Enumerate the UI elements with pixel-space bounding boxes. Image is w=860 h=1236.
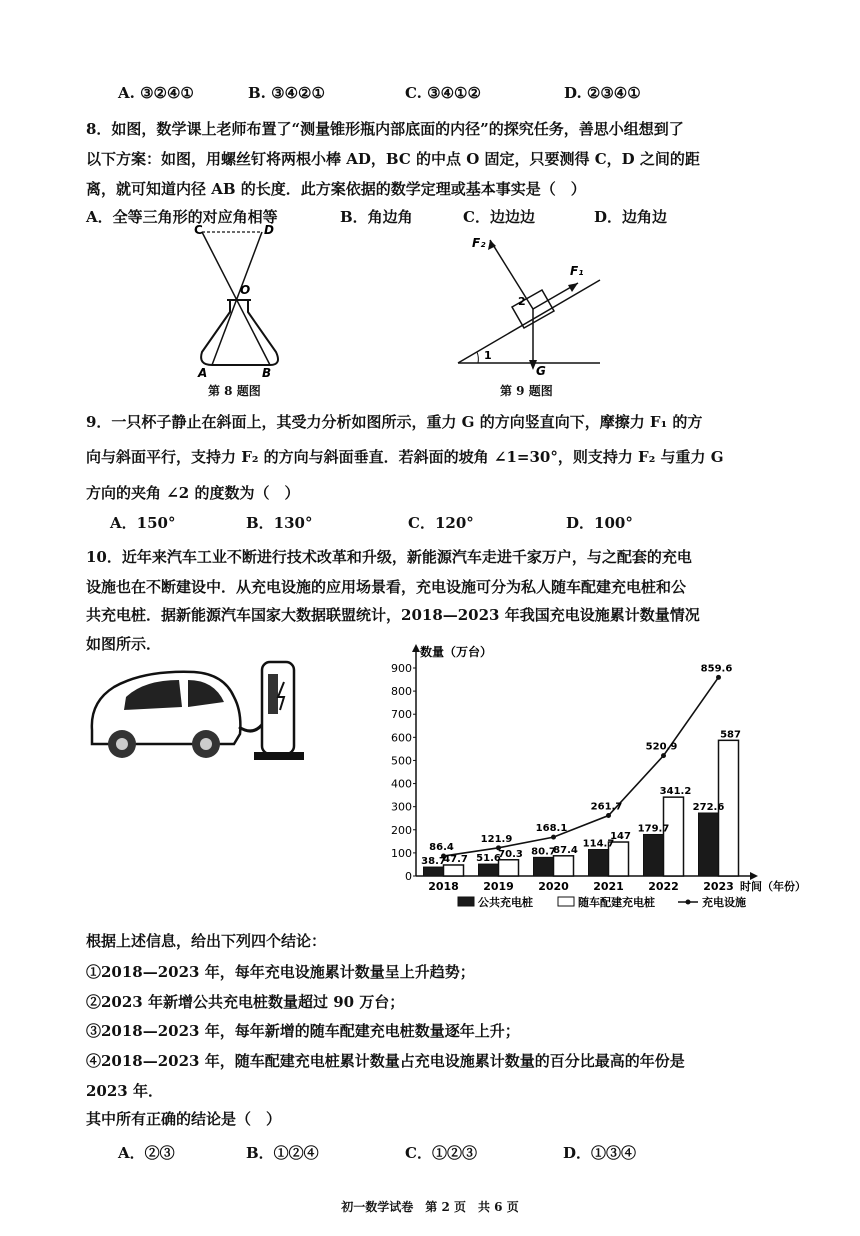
q9-label-f2: F₂ <box>472 236 486 250</box>
y-tick-label: 300 <box>391 800 412 814</box>
q9-option-a: A．150° <box>110 514 176 532</box>
label-public-2023: 272.6 <box>692 801 725 813</box>
q9-text-line2: 向与斜面平行，支持力 F₂ 的方向与斜面垂直．若斜面的坡角 ∠1=30°，则支持力 F₂ 与重力 G <box>86 448 724 466</box>
legend-marker-total <box>686 900 691 905</box>
chart-legend <box>458 895 746 909</box>
bar-private-2019 <box>499 860 519 876</box>
label-public-2019: 51.6 <box>476 853 501 865</box>
legend-label-public: 公共充电桩 <box>478 896 533 909</box>
x-tick-label-2018: 2018 <box>428 880 459 893</box>
q8-option-c: C．边边边 <box>463 208 535 226</box>
y-tick-label: 0 <box>405 870 412 883</box>
q9-text-line1: 9．一只杯子静止在斜面上，其受力分析如图所示，重力 G 的方向竖直向下，摩擦力 F₁ 的方 <box>86 413 703 431</box>
y-tick-label: 500 <box>391 754 412 768</box>
y-tick-label: 600 <box>391 731 412 745</box>
label-private-2018: 47.7 <box>443 853 468 865</box>
x-tick-label-2022: 2022 <box>648 880 679 893</box>
q8-text-line3: 离，就可知道内径 AB 的长度．此方案依据的数学定理或基本事实是（ ） <box>86 180 586 198</box>
y-tick-label: 800 <box>391 685 412 699</box>
x-axis-label: 时间（年份） <box>740 880 806 893</box>
q8-option-a: A．全等三角形的对应角相等 <box>86 208 278 226</box>
x-axis-arrow <box>750 872 758 880</box>
label-total-2018: 86.4 <box>429 842 454 854</box>
bar-public-2018 <box>424 867 444 876</box>
q8-label-d: D <box>264 223 274 237</box>
legend-label-total: 充电设施 <box>702 896 746 909</box>
legend-swatch-private <box>558 897 574 906</box>
q10-conclusion-4a: ④2018—2023 年，随车配建充电桩累计数量占充电设施累计数量的百分比最高的年份是 <box>86 1052 685 1070</box>
y-tick-label: 900 <box>391 662 412 675</box>
y-tick-label: 400 <box>391 777 412 791</box>
q7-option-b: B. ③④②① <box>248 84 325 102</box>
q10-option-d: D．①③④ <box>563 1144 637 1162</box>
bar-public-2023 <box>699 813 719 876</box>
q10-text-line3: 共充电桩．据新能源汽车国家大数据联盟统计，2018—2023 年我国充电设施累计数量情况 <box>86 606 700 624</box>
bar-public-2021 <box>589 849 609 876</box>
bar-private-2018 <box>444 865 464 876</box>
q10-conclusion-1: ①2018—2023 年，每年充电设施累计数量呈上升趋势； <box>86 963 475 981</box>
point-total-2020 <box>551 835 556 840</box>
chart-bars <box>424 740 739 876</box>
q9-label-angle2: 2 <box>518 295 526 308</box>
label-private-2022: 341.2 <box>659 786 692 798</box>
q9-figure-incline <box>450 225 610 378</box>
ev-charging-illustration <box>84 652 314 772</box>
y-tick-label: 200 <box>391 823 412 837</box>
q8-option-b: B．角边角 <box>340 208 413 226</box>
point-total-2022 <box>661 753 666 758</box>
q7-option-a: A. ③②④① <box>118 84 194 102</box>
x-tick-label-2021: 2021 <box>593 880 624 893</box>
q8-label-o: O <box>240 283 251 297</box>
point-total-2023 <box>716 675 721 680</box>
q8-text-line1: 8．如图，数学课上老师布置了“测量锥形瓶内部底面的内径”的探究任务，善思小组想到了 <box>86 120 684 138</box>
q8-option-d: D．边角边 <box>594 208 668 226</box>
q8-label-c: C <box>194 223 203 237</box>
x-tick-label-2020: 2020 <box>538 880 569 893</box>
label-public-2021: 114.7 <box>582 838 615 850</box>
q8-figure-caption: 第 8 题图 <box>208 384 261 398</box>
bar-private-2022 <box>664 797 684 876</box>
label-public-2022: 179.7 <box>637 823 670 835</box>
label-private-2020: 87.4 <box>553 844 578 856</box>
q7-option-c: C. ③④①② <box>405 84 481 102</box>
y-axis-label: 数量（万台） <box>420 645 493 659</box>
q10-option-a: A．②③ <box>118 1144 175 1162</box>
bar-public-2020 <box>534 857 554 876</box>
label-private-2023: 587 <box>720 729 741 741</box>
q9-text-line3: 方向的夹角 ∠2 的度数为（ ） <box>86 484 300 502</box>
q8-label-b: B <box>262 366 272 380</box>
label-total-2023: 859.6 <box>700 663 733 675</box>
bar-public-2022 <box>644 834 664 876</box>
q10-text-line4: 如图所示． <box>86 635 162 653</box>
q7-option-d: D. ②③④① <box>564 84 641 102</box>
q8-label-a: A <box>198 366 208 380</box>
q9-label-g: G <box>536 364 546 378</box>
x-tick-label-2019: 2019 <box>483 880 514 893</box>
q10-text-line1: 10．近年来汽车工业不断进行技术改革和升级，新能源汽车走进千家万户，与之配套的充电 <box>86 548 692 566</box>
label-total-2019: 121.9 <box>480 833 513 845</box>
q9-label-f1: F₁ <box>570 264 584 278</box>
label-total-2020: 168.1 <box>535 823 568 835</box>
q10-text-line2: 设施也在不断建设中．从充电设施的应用场景看，充电设施可分为私人随车配建充电桩和公 <box>86 578 687 596</box>
label-private-2021: 147 <box>610 831 631 843</box>
q10-conclusion-4b: 2023 年． <box>86 1082 163 1100</box>
q9-option-c: C．120° <box>408 514 474 532</box>
q10-option-c: C．①②③ <box>405 1144 477 1162</box>
q10-question: 其中所有正确的结论是（ ） <box>86 1110 282 1128</box>
bar-public-2019 <box>479 864 499 876</box>
label-total-2022: 520.9 <box>645 741 678 753</box>
label-public-2018: 38.7 <box>421 856 446 868</box>
x-tick-label-2023: 2023 <box>703 880 734 893</box>
bar-private-2020 <box>554 856 574 876</box>
label-private-2019: 70.3 <box>498 848 523 860</box>
q10-conclusion-2: ②2023 年新增公共充电桩数量超过 90 万台； <box>86 993 405 1011</box>
legend-label-private: 随车配建充电桩 <box>578 896 655 909</box>
q10-intro: 根据上述信息，给出下列四个结论： <box>86 932 327 950</box>
q9-label-angle1: 1 <box>484 349 492 362</box>
y-tick-label: 100 <box>391 846 412 860</box>
q10-conclusion-3: ③2018—2023 年，每年新增的随车配建充电桩数量逐年上升； <box>86 1022 520 1040</box>
page-footer: 初一数学试卷 第 2 页 共 6 页 <box>341 1200 519 1214</box>
ev-charging-chart <box>378 640 806 918</box>
q8-text-line2: 以下方案：如图，用螺丝钉将两根小棒 AD，BC 的中点 O 固定，只要测得 C，D 之间的距 <box>86 150 700 168</box>
y-axis-arrow <box>412 644 420 652</box>
point-total-2021 <box>606 813 611 818</box>
q8-figure-flask <box>190 222 290 382</box>
q9-option-b: B．130° <box>246 514 313 532</box>
label-public-2020: 80.7 <box>531 846 556 858</box>
legend-swatch-public <box>458 897 474 906</box>
q9-option-d: D．100° <box>566 514 633 532</box>
q10-option-b: B．①②④ <box>246 1144 319 1162</box>
y-tick-label: 700 <box>391 708 412 722</box>
label-total-2021: 261.7 <box>590 801 623 813</box>
q9-figure-caption: 第 9 题图 <box>500 384 553 398</box>
